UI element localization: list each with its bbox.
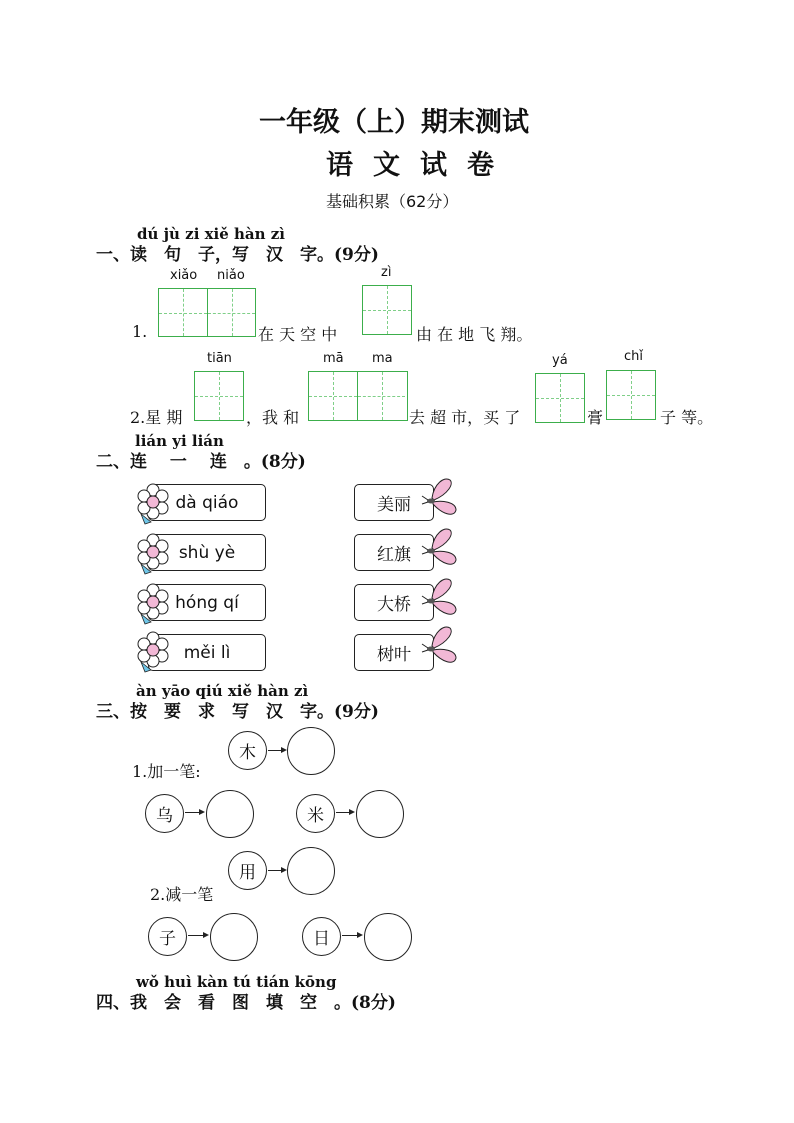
answer-circle[interactable] [287, 847, 335, 895]
q3-pinyin: àn yāo qiú xiě hàn zì [136, 682, 309, 700]
q1-l2-text-a: ，我 和 [246, 408, 300, 427]
q1-l2-py-c: ma [372, 351, 393, 366]
match-right-hanzi: 大桥 [377, 595, 411, 615]
arrow-icon [336, 812, 353, 813]
butterfly-icon [420, 576, 460, 624]
q1-l1-text-a: 在 天 空 中 [258, 325, 338, 344]
char-circle: 木 [228, 731, 267, 770]
match-right-hanzi: 美丽 [377, 495, 411, 515]
q1-l2-py-a: tiān [207, 351, 232, 366]
char-circle: 子 [148, 917, 187, 956]
butterfly-icon [420, 476, 460, 524]
q1-l1-text-b: 由 在 地 飞 翔。 [416, 325, 533, 344]
write-grid-ya[interactable] [535, 373, 585, 423]
answer-circle[interactable] [356, 790, 404, 838]
match-left-pinyin: dà qiáo [175, 492, 239, 513]
q3-heading: 三、按 要 求 写 汉 字。(9分) [96, 702, 379, 722]
arrow-icon [188, 935, 207, 936]
match-left-pinyin: shù yè [178, 542, 236, 563]
answer-circle[interactable] [364, 913, 412, 961]
arrow-icon [268, 870, 285, 871]
q3-sub-label: 2.减一笔 [150, 885, 214, 904]
write-grid-chi[interactable] [606, 370, 656, 420]
q1-l2-prefix: 2.星 期 [130, 408, 183, 427]
write-grid-xiaoniao[interactable] [158, 288, 256, 337]
q4-heading: 四、我 会 看 图 填 空 。(8分) [96, 993, 396, 1013]
flower-icon [135, 482, 173, 526]
butterfly-icon [420, 526, 460, 574]
q1-l2-text-c: 膏 [587, 408, 604, 427]
match-left-pinyin: měi lì [183, 642, 231, 663]
answer-circle[interactable] [287, 727, 335, 775]
flower-icon [135, 582, 173, 626]
q1-l1-number: 1. [132, 322, 148, 341]
q2-pinyin: lián yi lián [135, 432, 224, 450]
write-grid-zi[interactable] [362, 285, 412, 335]
arrow-icon [185, 812, 203, 813]
q1-l1-py-a: xiǎo [170, 268, 198, 283]
char-circle: 用 [228, 851, 267, 890]
q1-l2-py-d: yá [552, 353, 568, 368]
section-label: 基础积累（62分） [326, 192, 459, 211]
q1-l1-py-c: zì [381, 265, 392, 280]
q4-pinyin: wǒ huì kàn tú tián kōng [136, 973, 337, 991]
page-subtitle: 语文试卷 [326, 150, 514, 181]
write-grid-tian[interactable] [194, 371, 244, 421]
match-right-hanzi: 树叶 [377, 645, 411, 665]
answer-circle[interactable] [210, 913, 258, 961]
q1-l2-text-d: 子 等。 [660, 408, 714, 427]
q1-l2-text-b: 去 超 市，买 了 [409, 408, 521, 427]
q1-heading: 一、读 句 子，写 汉 字。(9分) [96, 245, 379, 265]
match-left-pinyin: hóng qí [175, 592, 239, 613]
butterfly-icon [420, 624, 460, 672]
answer-circle[interactable] [206, 790, 254, 838]
q3-add-label: 1.加一笔: [132, 762, 201, 781]
q1-l1-py-b: niǎo [217, 268, 245, 283]
q1-pinyin: dú jù zi xiě hàn zì [137, 225, 285, 243]
char-circle: 乌 [145, 794, 184, 833]
q1-l2-py-e: chǐ [624, 349, 643, 364]
match-right-hanzi: 红旗 [377, 545, 411, 565]
q1-l2-py-b: mā [323, 351, 344, 366]
page-title: 一年级（上）期末测试 [259, 107, 529, 138]
char-circle: 日 [302, 917, 341, 956]
q2-heading: 二、连 一 连 。(8分) [96, 452, 306, 472]
char-circle: 米 [296, 794, 335, 833]
flower-icon [135, 532, 173, 576]
write-grid-mama[interactable] [308, 371, 408, 421]
arrow-icon [342, 935, 361, 936]
arrow-icon [268, 750, 285, 751]
flower-icon [135, 630, 173, 674]
